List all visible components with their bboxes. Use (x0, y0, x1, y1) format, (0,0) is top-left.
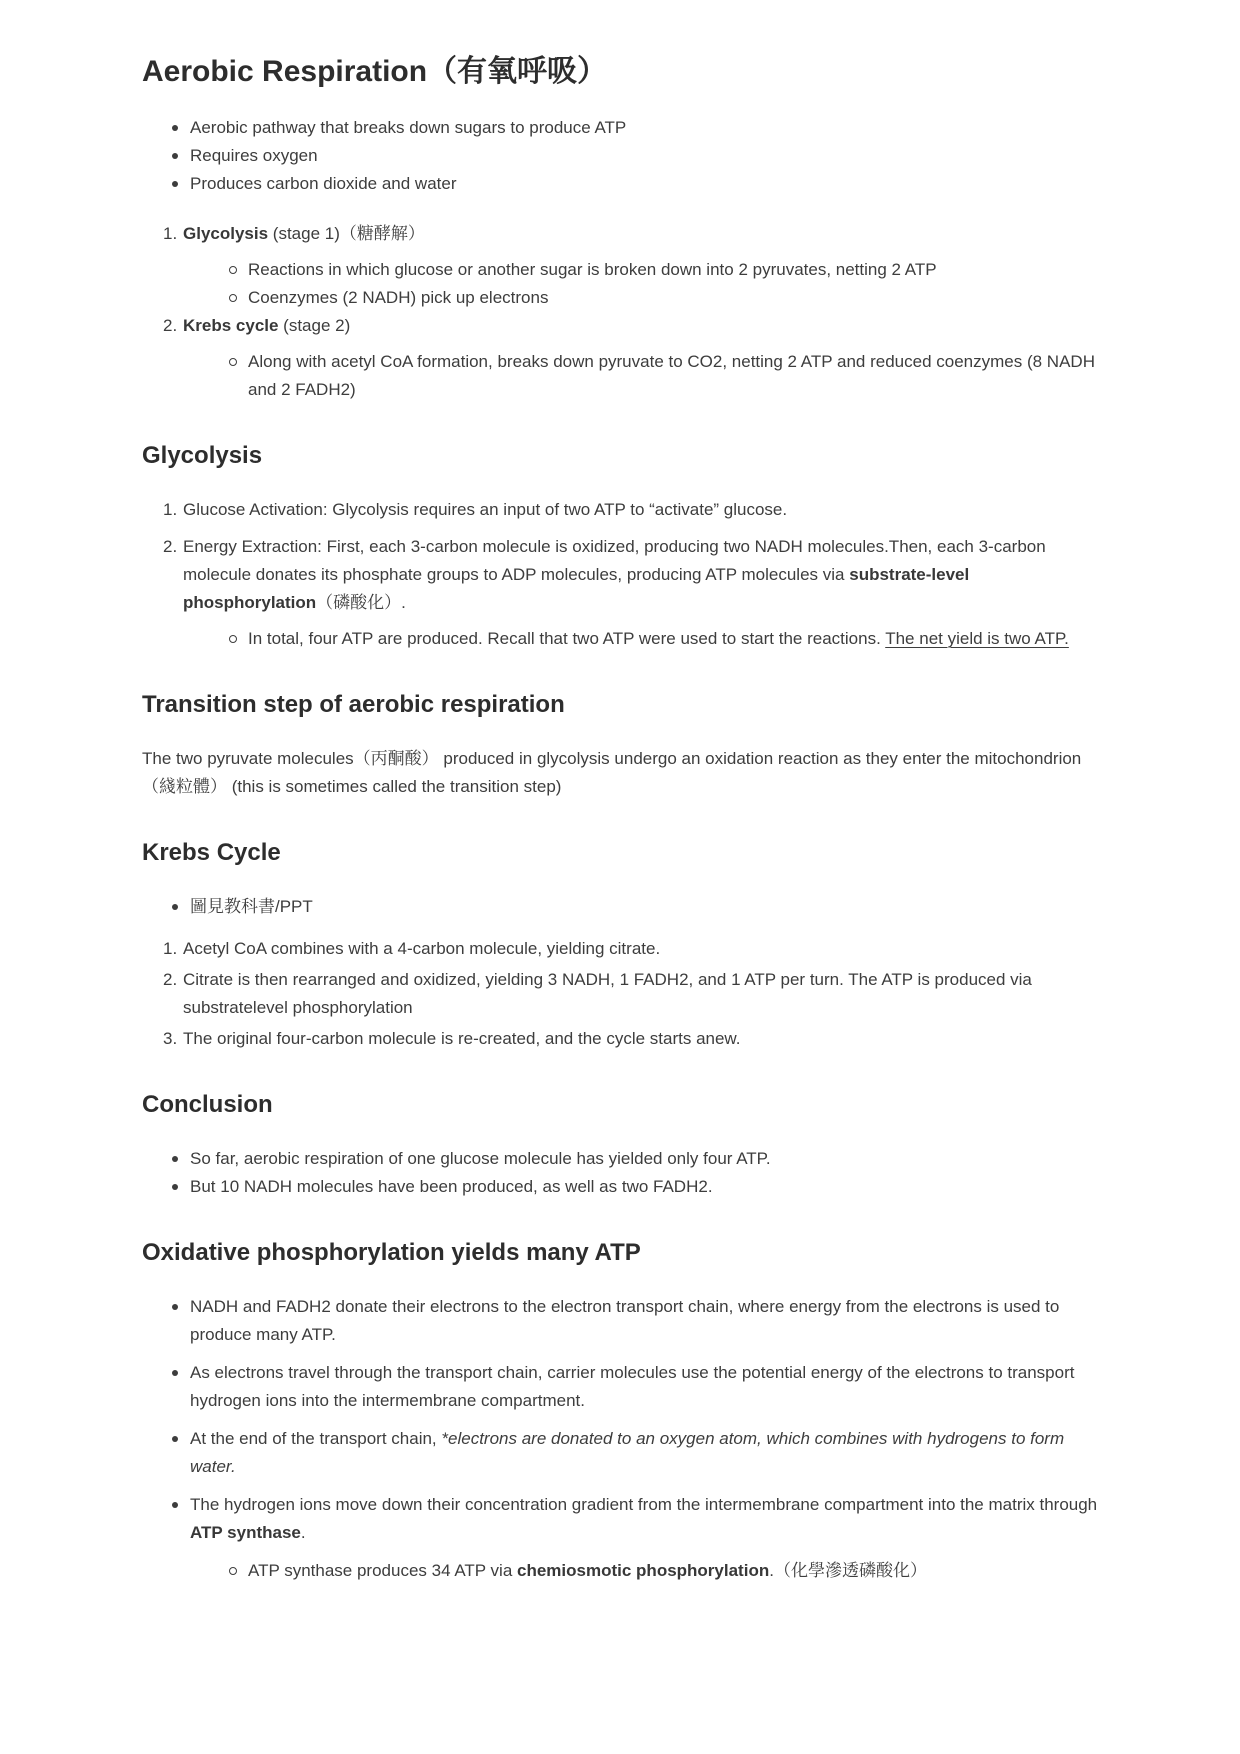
sub-text: .（化學滲透磷酸化） (769, 1561, 927, 1580)
intro-bullet-list (142, 114, 1100, 198)
sub-list-item (142, 1557, 1100, 1585)
bold-text: Glycolysis (183, 224, 269, 243)
list-number: 2. (163, 970, 178, 989)
step-text: Energy Extraction: First, each 3-carbon molecule is oxidized, producing two NADH molecules.Then, each 3-carbon molecule donates its phosphate groups to ADP molecules, producing ATP molecules via (183, 537, 1046, 584)
numbered-item (142, 496, 1100, 524)
step-text: Citrate is then rearranged and oxidized, yielding 3 NADH, 1 FADH2, and 1 ATP per turn. The ATP is produced via substratelevel phosphorylation (183, 970, 1032, 1017)
sub-text: ATP synthase produces 34 ATP via (248, 1561, 518, 1580)
list-item: But 10 NADH molecules have been produced, as well as two FADH2. (142, 1173, 1100, 1201)
bullet-text: The hydrogen ions move down their concentration gradient from the intermembrane compartment into the matrix through (190, 1495, 1098, 1514)
step-text: Acetyl CoA combines with a 4-carbon molecule, yielding citrate. (183, 939, 661, 958)
conclusion-bullet-list (142, 1145, 1100, 1201)
glycolysis-sub-list (142, 625, 1100, 653)
numbered-item (142, 935, 1100, 963)
numbered-item (142, 533, 1100, 653)
list-number: 2. (163, 537, 178, 556)
numbered-item (142, 1025, 1100, 1053)
bold-text: substrate-level phosphorylation (183, 565, 970, 612)
sub-text: In total, four ATP are produced. Recall that two ATP were used to start the reactions. (248, 629, 886, 648)
sub-list-item: Along with acetyl CoA formation, breaks down pyruvate to CO2, netting 2 ATP and reduced coenzymes (8 NADH and 2 FADH2) (142, 348, 1100, 404)
stage-label: (stage 2) (278, 316, 351, 335)
list-number: 1. (163, 224, 178, 243)
sub-list-item: Reactions in which glucose or another sugar is broken down into 2 pyruvates, netting 2 ATP (142, 256, 1100, 284)
krebs-note-list (142, 893, 1100, 921)
section-heading-oxidative: Oxidative phosphorylation yields many ATP (142, 1239, 641, 1266)
step-text: Glucose Activation: Glycolysis requires an input of two ATP to “activate” glucose. (183, 500, 788, 519)
section-heading-glycolysis: Glycolysis (142, 442, 263, 469)
oxidative-sub-list (142, 1557, 1100, 1585)
step-text: The original four-carbon molecule is re-created, and the cycle starts anew. (183, 1029, 741, 1048)
bullet-text: . (300, 1523, 306, 1542)
bold-text: Krebs cycle (183, 316, 279, 335)
italic-text: *electrons are donated to an oxygen atom, which combines with hydrogens to form water. (190, 1429, 1065, 1476)
list-item: So far, aerobic respiration of one glucose molecule has yielded only four ATP. (142, 1145, 1100, 1173)
list-item: Produces carbon dioxide and water (142, 170, 1100, 198)
bullet-text: At the end of the transport chain, (190, 1429, 442, 1448)
list-number: 3. (163, 1029, 178, 1048)
bold-text: chemiosmotic phosphorylation (517, 1561, 770, 1580)
list-number: 1. (163, 500, 178, 519)
stage-sub-list (142, 348, 1100, 404)
list-item (142, 1491, 1100, 1585)
stage-label: (stage 1)（糖酵解） (268, 224, 425, 243)
sub-list-item (142, 625, 1100, 653)
list-item: 圖見教科書/PPT (142, 893, 1100, 921)
numbered-item (142, 220, 1100, 312)
oxidative-bullet-list (142, 1293, 1100, 1585)
krebs-steps-list (142, 935, 1100, 1053)
list-item: NADH and FADH2 donate their electrons to the electron transport chain, where energy from the electrons is used to produce many ATP. (142, 1293, 1100, 1349)
underlined-text: The net yield is two ATP. (885, 629, 1069, 648)
section-heading-transition: Transition step of aerobic respiration (142, 691, 565, 718)
step-text: （磷酸化）. (316, 593, 406, 612)
list-item (142, 1425, 1100, 1481)
sub-list-item: Coenzymes (2 NADH) pick up electrons (142, 284, 1100, 312)
list-number: 1. (163, 939, 178, 958)
bold-text: ATP synthase (190, 1523, 301, 1542)
list-item: Aerobic pathway that breaks down sugars to produce ATP (142, 114, 1100, 142)
stages-list (142, 220, 1100, 404)
section-heading-conclusion: Conclusion (142, 1091, 273, 1118)
stage-sub-list (142, 256, 1100, 312)
numbered-item (142, 966, 1100, 1022)
list-item: As electrons travel through the transport chain, carrier molecules use the potential energy of the electrons to transport hydrogen ions into the intermembrane compartment. (142, 1359, 1100, 1415)
transition-paragraph: The two pyruvate molecules（丙酮酸） produced in glycolysis undergo an oxidation reaction as they enter the mitochondrion（綫粒體） (this is sometimes called the transition step) (142, 749, 1082, 796)
page-title: Aerobic Respiration（有氧呼吸） (142, 55, 608, 88)
numbered-item (142, 312, 1100, 404)
list-item: Requires oxygen (142, 142, 1100, 170)
glycolysis-steps-list (142, 496, 1100, 653)
section-heading-krebs: Krebs Cycle (142, 839, 281, 866)
list-number: 2. (163, 316, 178, 335)
